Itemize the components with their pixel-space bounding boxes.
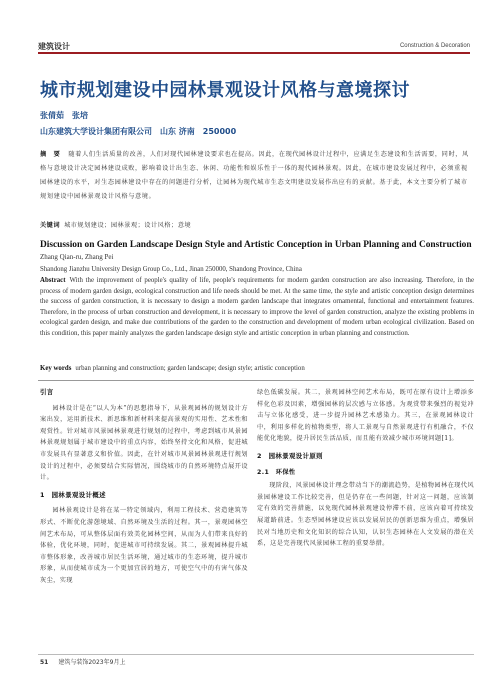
body-column-left — [40, 387, 248, 587]
header-journal-label: 建筑设计 — [38, 42, 70, 51]
section1-paragraph: 园林景观设计是将在某一特定领域内，利用工程技术、营造建筑等形式、不断优化游憩境域、自然环境及生活的过程。其一，景观园林空间艺术布局，可从整体层面有效美化园林空间，从而为人们带来良好的体验，优化环境，同时，促进城市可持续发展。其二，景观园林提升城市整体形象，改善城市居民生活环境，通过城市的生态环境，提升城市形象，从而使城市成为一个更加宜居的地方，可使空气中的有害气体及灰尘，实现 — [40, 507, 248, 584]
chinese-abstract — [40, 148, 470, 204]
english-authors: Zhang Qian-ru, Zhang Pei — [40, 253, 114, 261]
english-abstract-text: With the improvement of people's quality of life, people's requirements for modern garden construction are also increasing. Therefore, in the process of modern garden design, ecological construction and life needs should be met. At the same time, the style and artistic conception design determines the success of garden construction, it is necessary to design a modern garden landscape that integrates ornamental, functional and entertainment features. Therefore, in the process of urban construction and development, it is necessary to improve the level of garden construction, analyze the existing problems in ecological garden design, and make due contributions of the garden to the construction and development of modern urban ecological civilization. Based on this condition, this paper mainly analyzes the garden landscape design style and artistic conception in urban planning and construction. — [40, 277, 474, 337]
english-abstract-label: Abstract — [40, 277, 66, 284]
footer-journal-issue: 建筑与装饰2023年9月上 — [58, 659, 126, 666]
chinese-abstract-label: 摘 要 — [40, 151, 61, 158]
section2-heading: 2 园林景观设计原则 — [257, 451, 323, 460]
footer-divider — [38, 654, 474, 655]
english-title: Discussion on Garden Landscape Design Style and Artistic Conception in Urban Planning and Construction — [40, 240, 472, 250]
column2-paragraph: 绿色低碳发展。其二，景观园林空间艺术布局，既可在原有设计上增添多样化色彩及因素，增强园林的层次感与立体感。为观赏带来强烈的视觉冲击与立体化感受，进一步提升园林艺术感染力。其三，在景观园林设计中，利用多样化的植物类型，将人工景观与自然景观进行有机融合，不仅能优化地貌，提升居民生活品质，而且能有效减少城市环境问题[1]。 — [257, 389, 474, 443]
section2-1-heading: 2.1 环保性 — [257, 468, 296, 476]
page-footer — [40, 657, 125, 666]
header-divider — [38, 52, 470, 54]
chinese-keywords-text: 城市规划建设；园林景观；设计风格；意境 — [64, 222, 192, 229]
page-number: 51 — [40, 659, 49, 666]
chinese-abstract-text: 随着人们生活质量的改善，人们对现代园林建设要求也在提高。因此，在现代园林设计过程中，应满足生态建设和生活需要，同时，风格与意境设计决定园林建设成败，影响着设计出生态、休闲、功能性和娱乐性于一体的现代园林景观。因此，在城市建设发展过程中，必须重视园林建设的水平，对生态园林建设中存在的问题进行分析，让园林为现代城市生态文明建设发展作出应有的贡献。基于此，本文主要分析了城市规划建设中园林景观设计风格与意境。 — [40, 151, 469, 200]
body-column-right — [257, 387, 474, 550]
article-authors: 张倩茹 张培 — [40, 111, 88, 120]
article-affiliation: 山东建筑大学设计集团有限公司 山东 济南 250000 — [40, 127, 237, 136]
section1-heading: 1 园林景观设计概述 — [40, 490, 106, 499]
section2-1-paragraph: 现阶段，风景园林设计理念带动当下的潮流趋势，是植物园林在现代风景园林建设工作比较完善，但是仍存在一些问题，针对这一问题，应该制定有效的完善措施，以免现代园林景观建设停滞不前，应该向着可持续发展道路前进。生态型园林建设应该以发展居民的创新思维为重点，增强居民对当地历史和文化知识的综合认知，认识生态园林在人文发展的潜在关系，这是完善现代风景园林工程的重要举措。 — [257, 482, 474, 548]
intro-paragraph: 园林设计是在“以人为本”的思想指导下，从景观园林的规划设计方案出发，运用新技术、新思维和新材料来提高景观的实用性、艺术性和观赏性。针对城市风景园林景观进行规划的过程中，考虑到城市风景园林景观规划属于城市建设中的重点内容，始终坚持文化和风格，促进城市发展具有显著意义和价值。因此，在针对城市风景园林景观进行规划设计的过程中，必须要结合实际情况，围绕城市的自然环境特点展开设计。 — [40, 404, 248, 482]
chinese-keywords-label: 关键词 — [40, 222, 61, 229]
english-keywords-label: Key words — [40, 365, 72, 372]
chinese-keywords — [40, 220, 470, 229]
english-affiliation: Shandong Jianzhu University Design Group Co., Ltd., Jinan 250000, Shandong Province, China — [40, 266, 302, 273]
header-journal-english: Construction & Decoration — [399, 43, 470, 49]
article-title: 城市规划建设中园林景观设计风格与意境探讨 — [40, 80, 410, 101]
abstract-divider — [38, 380, 474, 381]
english-keywords — [40, 365, 474, 372]
intro-heading: 引言 — [40, 388, 54, 396]
english-abstract — [40, 276, 474, 340]
english-keywords-text: urban planning and construction; garden landscape; design style; artistic conception — [75, 365, 305, 372]
